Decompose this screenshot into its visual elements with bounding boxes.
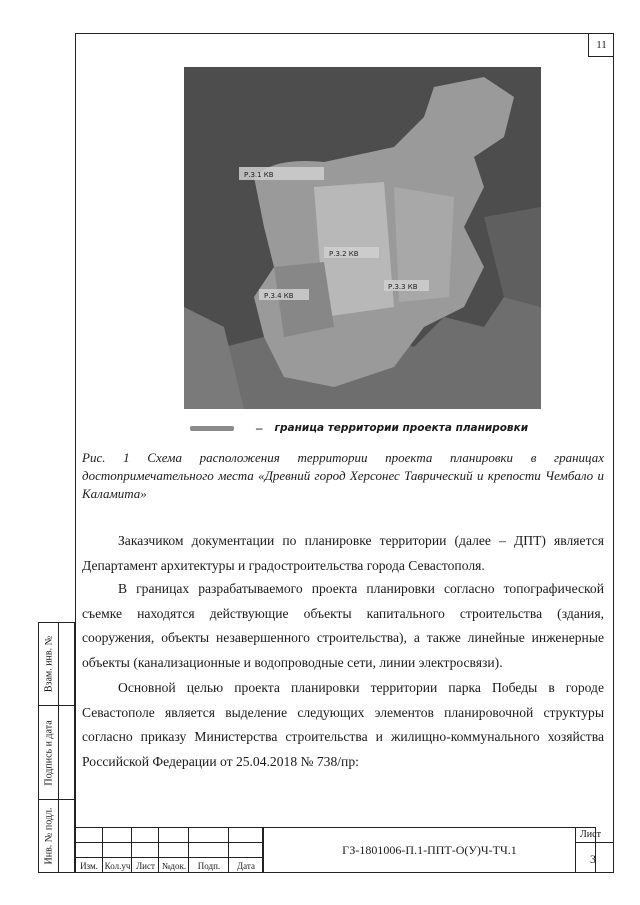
stamp-header-signature: Подп. <box>197 861 221 871</box>
side-cell-original-inv <box>38 799 75 873</box>
sheet-cell-divider <box>575 842 614 843</box>
figure-caption: Рис. 1 Схема расположения территории проекта планировки в границах достопримечательного места «Древний город Херсонес Таврический и крепости Чембало и Каламита» <box>82 450 604 501</box>
sheet-cell-border <box>575 827 576 873</box>
document-code: ГЗ-1801006-П.1-ППТ-О(У)Ч-ТЧ.1 <box>263 827 596 873</box>
stamp-header-change: Изм. <box>80 861 98 871</box>
aerial-map-image <box>184 67 541 409</box>
label-signature-date: Подпись и дата <box>43 719 54 786</box>
label-replaced-inv: Взам. инв. № <box>43 635 54 693</box>
stamp-revision-grid <box>75 827 263 873</box>
page-number: 11 <box>588 33 614 57</box>
boundary-line-swatch <box>190 426 234 431</box>
paragraph-customer: Заказчиком документации по планировке территории (далее – ДПТ) является Департамент архитектуры и градостроительства города Севастополя. <box>82 533 604 573</box>
side-cell-replaced-inv <box>38 622 75 706</box>
map-label-zone-3: Р.3.3 КВ <box>388 283 418 291</box>
legend-dash: – <box>256 420 263 435</box>
legend-label: граница территории проекта планировки <box>274 422 529 434</box>
title-block-stamp <box>75 827 614 873</box>
aerial-map-graphic <box>184 67 541 409</box>
map-label-zone-1: Р.3.1 КВ <box>244 171 274 179</box>
map-label-zone-2: Р.3.2 КВ <box>329 250 359 258</box>
map-legend <box>190 420 528 436</box>
stamp-header-doc-number: №док. <box>161 861 187 871</box>
stamp-header-date: Дата <box>237 861 255 871</box>
paragraph-existing-objects: В границах разрабатываемого проекта планировки согласно топографической съемке находятся действующие объекты капитального строительства (здания, сооружения, объекты незавершенного строительства), а также линейные инженерные объекты (канализационные и водопроводные сети, линии электросвязи). <box>82 581 604 670</box>
label-original-inv: Инв. № подл. <box>43 807 54 865</box>
stamp-header-count: Кол.уч <box>104 861 131 871</box>
sheet-label: Лист <box>580 829 601 840</box>
side-cell-signature-date <box>38 705 75 800</box>
stamp-header-sheet: Лист <box>136 861 155 871</box>
side-approval-strip <box>38 622 75 873</box>
sheet-number: 3 <box>590 852 596 866</box>
map-label-zone-4: Р.3.4 КВ <box>264 292 294 300</box>
paragraph-main-goal: Основной целью проекта планировки территории парка Победы в городе Севастополе является выделение следующих элементов планировочной структуры согласно приказу Министерства строительства и жилищно-коммунального хозяйства Российской Федерации от 25.04.2018 № 738/пр: <box>82 680 604 769</box>
